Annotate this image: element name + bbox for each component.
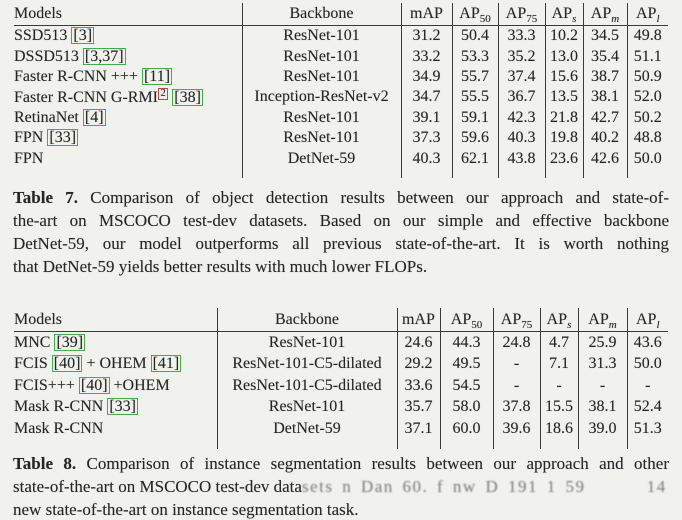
col-header-ap50: [452, 3, 498, 26]
cell-map: 31.2: [401, 26, 452, 47]
cell-aps: 13.5: [545, 87, 583, 107]
table-row: [14, 67, 668, 87]
citation-link[interactable]: [40]: [53, 355, 81, 373]
cell-apm: 38.7: [583, 67, 627, 87]
cell-apm: 35.4: [583, 46, 627, 66]
table-rule-stub: [242, 169, 401, 178]
cell-apl: 49.8: [627, 26, 668, 47]
cell-map: 39.1: [401, 108, 452, 128]
table-rule-stub: [578, 440, 627, 449]
model-name: RetinaNet: [14, 108, 83, 126]
cell-model: [14, 148, 242, 168]
cell-ap50: 54.5: [440, 375, 493, 397]
cell-aps: -: [540, 375, 578, 397]
cell-apl: 48.8: [627, 128, 668, 148]
table-8-caption: [13, 452, 669, 520]
model-name: SSD513: [14, 27, 72, 45]
cell-ap75: 35.2: [498, 46, 545, 66]
table-row: [14, 108, 668, 128]
citation-link[interactable]: [40]: [80, 376, 108, 394]
col-header-label: AP: [459, 5, 480, 22]
citation-link[interactable]: [3,37]: [84, 47, 124, 65]
col-header-label: Models: [14, 310, 62, 328]
cell-ap75: 42.3: [498, 108, 545, 128]
table-rule-stub: [452, 169, 498, 178]
col-header-subscript: l: [656, 318, 660, 331]
cell-backbone: Inception-ResNet-v2: [242, 87, 401, 107]
caption-line: [13, 498, 669, 520]
cell-map: 40.3: [401, 148, 452, 168]
caption-text: state-of-the-art on MSCOCO test-dev data: [13, 477, 302, 496]
cell-apm: 42.7: [583, 108, 627, 128]
caption-text: the-art on MSCOCO test-dev datasets. Based on our simple and effective backbone: [13, 211, 669, 230]
model-name: + OHEM: [82, 355, 151, 373]
model-name: FPN: [14, 149, 44, 167]
cell-aps: 13.0: [545, 46, 583, 66]
col-header-label: AP: [546, 310, 568, 328]
cell-aps: 18.6: [540, 418, 578, 440]
table-rule-stub: [440, 440, 493, 449]
col-header-label: AP: [551, 5, 573, 22]
col-header-label: AP: [590, 5, 612, 22]
cell-ap75: 24.8: [493, 332, 540, 354]
caption-text: that DetNet-59 yields better results with much lower FLOPs.: [13, 257, 428, 276]
cell-backbone: ResNet-101: [242, 67, 401, 87]
cell-map: 33.6: [397, 375, 440, 397]
cell-ap75: 36.7: [498, 87, 545, 107]
cell-backbone: ResNet-101-C5-dilated: [217, 375, 397, 397]
col-header-label: Backbone: [289, 5, 354, 22]
citation-link[interactable]: [33]: [49, 129, 77, 147]
cell-ap50: 58.0: [440, 397, 493, 419]
caption-line: [13, 475, 669, 498]
cell-model: [14, 87, 242, 107]
model-name: FPN: [14, 129, 48, 147]
table-row: [14, 148, 668, 168]
cell-model: [14, 26, 242, 47]
table-rule-stub: [583, 169, 627, 178]
cell-model: [14, 418, 217, 440]
col-header-label: AP: [635, 5, 657, 22]
cell-ap50: 44.3: [440, 332, 493, 354]
table-rule-stub: [493, 440, 540, 449]
col-header-backbone: [242, 3, 401, 26]
cell-ap75: -: [493, 375, 540, 397]
caption-text: DetNet-59, our model outperforms all previous state-of-the-art. It is worth nothing: [13, 234, 669, 253]
col-header-label: AP: [500, 310, 522, 328]
cell-ap75: 40.3: [498, 128, 545, 148]
cell-ap50: 55.5: [452, 87, 498, 107]
model-name: DSSD513: [14, 47, 83, 65]
cell-map: 35.7: [397, 397, 440, 419]
cell-ap50: 62.1: [452, 148, 498, 168]
cell-ap75: -: [493, 354, 540, 376]
cell-apm: -: [578, 375, 627, 397]
citation-link[interactable]: [3]: [73, 27, 93, 45]
caption-line: [13, 452, 669, 475]
table-7-region: [14, 3, 668, 178]
col-header-label: AP: [505, 5, 527, 22]
cell-model: [14, 108, 242, 128]
col-header-subscript: 75: [526, 13, 538, 26]
table-rule-stub: [217, 440, 397, 449]
cell-ap75: 37.8: [493, 397, 540, 419]
col-header-apl: [627, 308, 668, 332]
table-row: [14, 87, 668, 107]
cell-ap50: 49.5: [440, 354, 493, 376]
col-header-label: Backbone: [275, 310, 339, 328]
cell-ap75: 39.6: [493, 418, 540, 440]
table-rule-stub: [14, 169, 242, 178]
table-7-caption: [13, 186, 669, 278]
model-name: Mask R-CNN: [14, 398, 108, 416]
cell-apm: 39.0: [578, 418, 627, 440]
cell-aps: 4.7: [540, 332, 578, 354]
cell-model: [14, 46, 242, 66]
cell-map: 37.3: [401, 128, 452, 148]
col-header-label: AP: [635, 310, 657, 328]
col-header-ap50: [440, 308, 493, 332]
table-rule-stub: [401, 169, 452, 178]
cell-apl: 50.9: [627, 67, 668, 87]
cell-apl: 52.4: [627, 397, 668, 419]
cell-apm: 34.5: [583, 26, 627, 47]
caption-line: [13, 209, 669, 232]
cell-map: 33.2: [401, 46, 452, 66]
cell-backbone: DetNet-59: [217, 418, 397, 440]
model-name: Mask R-CNN: [14, 419, 104, 437]
cell-apl: 50.2: [627, 108, 668, 128]
cell-backbone: ResNet-101: [242, 128, 401, 148]
col-header-apl: [627, 3, 668, 26]
cell-apl: 51.1: [627, 46, 668, 66]
cell-aps: 15.5: [540, 397, 578, 419]
cell-backbone: ResNet-101: [242, 26, 401, 47]
table-row: [14, 26, 668, 47]
caption-text: Comparison of object detection results between our approach and state-of-: [78, 188, 669, 207]
caption-text: Comparison of instance segmentation results between our approach and other: [76, 454, 669, 473]
table-row: [14, 397, 668, 419]
caption-label: Table 8.: [13, 454, 77, 473]
cell-apl: 50.0: [627, 354, 668, 376]
cell-model: [14, 332, 217, 354]
table-row: [14, 375, 668, 397]
cell-ap50: 59.6: [452, 128, 498, 148]
cell-map: 29.2: [397, 354, 440, 376]
col-header-subscript: 50: [471, 318, 483, 331]
cell-backbone: ResNet-101-C5-dilated: [217, 354, 397, 376]
cell-ap50: 50.4: [452, 26, 498, 47]
cell-ap50: 53.3: [452, 46, 498, 66]
instance-segmentation-results-table: [14, 308, 668, 449]
col-header-models: [14, 3, 242, 26]
cell-model: [14, 375, 217, 397]
col-header-apm: [583, 3, 627, 26]
object-detection-results-table: [14, 3, 668, 178]
cell-ap75: 37.4: [498, 67, 545, 87]
col-header-subscript: s: [572, 13, 577, 26]
cell-apm: 38.1: [578, 397, 627, 419]
cell-aps: 15.6: [545, 67, 583, 87]
cell-backbone: DetNet-59: [242, 148, 401, 168]
cell-model: [14, 397, 217, 419]
table-rule-stub: [14, 440, 217, 449]
cell-aps: 19.8: [545, 128, 583, 148]
cell-aps: 7.1: [540, 354, 578, 376]
table-row: [14, 332, 668, 354]
cell-map: 34.9: [401, 67, 452, 87]
citation-link[interactable]: [4]: [84, 108, 104, 126]
table-row: [14, 418, 668, 440]
caption-text: new state-of-the-art on instance segmentation task.: [13, 500, 359, 519]
table-rule-stub-row: [14, 169, 668, 178]
col-header-map: [401, 3, 452, 26]
caption-line: [13, 255, 669, 278]
cell-apm: 31.3: [578, 354, 627, 376]
caption-label: Table 7.: [13, 188, 79, 207]
citation-link[interactable]: [39]: [56, 333, 84, 351]
citation-link[interactable]: [38]: [174, 88, 201, 106]
col-header-label: mAP: [410, 5, 443, 22]
caption-line: [13, 232, 669, 255]
model-name: FCIS+++: [14, 376, 79, 394]
cell-aps: 23.6: [545, 148, 583, 168]
col-header-aps: [545, 3, 583, 26]
cell-apl: 51.3: [627, 418, 668, 440]
cell-aps: 10.2: [545, 26, 583, 47]
cell-model: [14, 128, 242, 148]
col-header-models: [14, 308, 217, 332]
cell-backbone: ResNet-101: [242, 108, 401, 128]
cell-aps: 21.8: [545, 108, 583, 128]
col-header-label: mAP: [402, 310, 435, 328]
col-header-apm: [578, 308, 627, 332]
cell-ap75: 33.3: [498, 26, 545, 47]
table-rule-stub: [540, 440, 578, 449]
col-header-label: Models: [14, 5, 62, 22]
model-name: Faster R-CNN G-RMI: [14, 88, 158, 106]
table-row: [14, 354, 668, 376]
cell-apm: 38.1: [583, 87, 627, 107]
cell-map: 34.7: [401, 87, 452, 107]
col-header-label: AP: [450, 310, 472, 328]
cell-apm: 40.2: [583, 128, 627, 148]
col-header-ap75: [498, 3, 545, 26]
model-name: FCIS: [14, 355, 52, 373]
col-header-aps: [540, 308, 578, 332]
col-header-subscript: l: [656, 13, 660, 26]
table-rule-stub: [627, 169, 668, 178]
cell-backbone: ResNet-101: [242, 46, 401, 66]
cell-backbone: ResNet-101: [217, 397, 397, 419]
cell-backbone: ResNet-101: [217, 332, 397, 354]
cell-apl: 52.0: [627, 87, 668, 107]
table-rule-stub: [397, 440, 440, 449]
cell-map: 24.6: [397, 332, 440, 354]
model-name: +OHEM: [109, 376, 170, 394]
cell-map: 37.1: [397, 418, 440, 440]
table-rule-stub: [627, 440, 668, 449]
col-header-label: AP: [588, 310, 609, 328]
col-header-ap75: [493, 308, 540, 332]
footnote-marker-link[interactable]: 2: [158, 88, 168, 100]
header-row: [14, 3, 668, 26]
table-rule-stub: [498, 169, 545, 178]
col-header-subscript: 75: [521, 318, 533, 331]
table-rule-stub-row: [14, 440, 668, 449]
cell-ap50: 55.7: [452, 67, 498, 87]
corrupted-text-artifact: sets n Dan 60. f nw D 191 1 59 14: [301, 477, 667, 496]
table-row: [14, 128, 668, 148]
header-row: [14, 308, 668, 332]
table-rule-stub: [545, 169, 583, 178]
cell-ap75: 43.8: [498, 148, 545, 168]
model-name: Faster R-CNN +++: [14, 67, 142, 85]
citation-link[interactable]: [41]: [152, 355, 180, 373]
caption-line: [13, 186, 669, 209]
col-header-backbone: [217, 308, 397, 332]
citation-link[interactable]: [33]: [109, 398, 136, 416]
col-header-subscript: s: [567, 318, 572, 331]
table-8-region: [14, 308, 668, 449]
model-name: MNC: [14, 333, 55, 351]
col-header-subscript: m: [608, 318, 617, 331]
table-row: [14, 46, 668, 66]
cell-ap50: 60.0: [440, 418, 493, 440]
cell-ap50: 59.1: [452, 108, 498, 128]
cell-apl: 50.0: [627, 148, 668, 168]
col-header-subscript: m: [611, 13, 620, 26]
cell-model: [14, 354, 217, 376]
cell-apm: 42.6: [583, 148, 627, 168]
citation-link[interactable]: [11]: [143, 67, 171, 85]
cell-model: [14, 67, 242, 87]
cell-apm: 25.9: [578, 332, 627, 354]
col-header-subscript: 50: [479, 13, 491, 26]
cell-apl: -: [627, 375, 668, 397]
col-header-map: [397, 308, 440, 332]
cell-apl: 43.6: [627, 332, 668, 354]
